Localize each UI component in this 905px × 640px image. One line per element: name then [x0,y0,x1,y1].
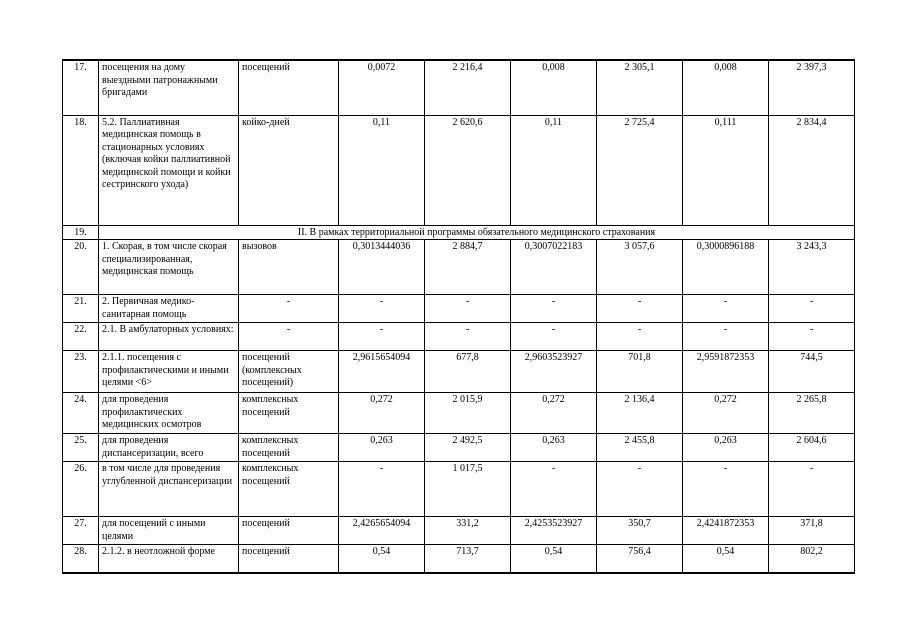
row-name: 2.1. В амбулаторных условиях: [99,323,239,351]
value-cell: - [339,462,425,517]
value-cell: 331,2 [425,517,511,545]
value-cell: - [683,295,769,323]
row-unit: комплексных посещений [239,434,339,462]
value-cell: 2 015,9 [425,393,511,434]
value-cell: 802,2 [769,545,855,573]
value-cell: - [511,323,597,351]
value-cell: 3 243,3 [769,240,855,295]
value-cell: 2 136,4 [597,393,683,434]
section-row [63,225,855,240]
value-cell: 2 216,4 [425,60,511,115]
table-row [63,462,855,517]
row-number: 27. [63,517,99,545]
row-name: 5.2. Паллиативная медицинская помощь в стационарных условиях (включая койки паллиативной медицинской помощи и койки сестринского ухода) [99,115,239,225]
value-cell: 0,3013444036 [339,240,425,295]
row-number: 28. [63,545,99,573]
value-cell: 3 057,6 [597,240,683,295]
row-number: 24. [63,393,99,434]
value-cell: 2 620,6 [425,115,511,225]
table-row [63,517,855,545]
table-row [63,295,855,323]
value-cell: 0,272 [511,393,597,434]
value-cell: 0,263 [339,434,425,462]
value-cell: 2 604,6 [769,434,855,462]
value-cell: 756,4 [597,545,683,573]
table-row [63,393,855,434]
table-row [63,351,855,393]
value-cell: 0,008 [511,60,597,115]
row-unit: посещений [239,545,339,573]
row-number: 23. [63,351,99,393]
table-row [63,545,855,573]
value-cell: 2 725,4 [597,115,683,225]
value-cell: - [769,323,855,351]
value-cell: 350,7 [597,517,683,545]
value-cell: 744,5 [769,351,855,393]
row-unit: - [239,323,339,351]
value-cell: - [339,295,425,323]
value-cell: 2 492,5 [425,434,511,462]
row-number: 22. [63,323,99,351]
row-name: для проведения диспансеризации, всего [99,434,239,462]
value-cell: 0,0072 [339,60,425,115]
value-cell: 2 305,1 [597,60,683,115]
row-name: 2.1.2. в неотложной форме [99,545,239,573]
row-unit: койко-дней [239,115,339,225]
value-cell: 2,4265654094 [339,517,425,545]
value-cell: 0,54 [683,545,769,573]
value-cell: - [683,462,769,517]
row-name: посещения на дому выездными патронажными бригадами [99,60,239,115]
row-number: 21. [63,295,99,323]
row-name: 2.1.1. посещения с профилактическими и иными целями <6> [99,351,239,393]
value-cell: 371,8 [769,517,855,545]
data-table [62,59,855,574]
value-cell: 0,272 [339,393,425,434]
row-number: 25. [63,434,99,462]
value-cell: - [769,295,855,323]
row-unit: посещений [239,60,339,115]
row-number: 17. [63,60,99,115]
value-cell: 0,11 [511,115,597,225]
value-cell: 0,263 [683,434,769,462]
value-cell: 2 884,7 [425,240,511,295]
value-cell: - [511,295,597,323]
table-row [63,323,855,351]
value-cell: 0,272 [683,393,769,434]
table-row [63,60,855,115]
row-unit: комплексных посещений [239,393,339,434]
table-body [63,60,855,573]
row-number: 26. [63,462,99,517]
value-cell: 0,263 [511,434,597,462]
value-cell: 2,9615654094 [339,351,425,393]
value-cell: - [597,323,683,351]
value-cell: 2,4253523927 [511,517,597,545]
row-unit: комплексных посещений [239,462,339,517]
value-cell: 2 265,8 [769,393,855,434]
value-cell: 2,9603523927 [511,351,597,393]
table-row [63,115,855,225]
value-cell: 0,3007022183 [511,240,597,295]
value-cell: 2 397,3 [769,60,855,115]
value-cell: - [425,295,511,323]
value-cell: 1 017,5 [425,462,511,517]
value-cell: 2,4241872353 [683,517,769,545]
row-name: 1. Скорая, в том числе скорая специализированная, медицинская помощь [99,240,239,295]
row-number: 20. [63,240,99,295]
row-name: 2. Первичная медико-санитарная помощь [99,295,239,323]
table-row [63,240,855,295]
value-cell: 701,8 [597,351,683,393]
value-cell: 0,111 [683,115,769,225]
row-name: для проведения профилактических медицинских осмотров [99,393,239,434]
row-name: для посещений с иными целями [99,517,239,545]
value-cell: - [597,462,683,517]
value-cell: - [339,323,425,351]
value-cell: - [511,462,597,517]
table-row [63,434,855,462]
value-cell: 0,54 [339,545,425,573]
row-number: 18. [63,115,99,225]
value-cell: 2 834,4 [769,115,855,225]
row-number: 19. [63,225,99,240]
row-unit: вызовов [239,240,339,295]
value-cell: 0,11 [339,115,425,225]
section-heading: II. В рамках территориальной программы обязательного медицинского страхования [99,225,855,240]
value-cell: 713,7 [425,545,511,573]
value-cell: - [769,462,855,517]
value-cell: 0,3000896188 [683,240,769,295]
row-unit: посещений (комплексных посещений) [239,351,339,393]
value-cell: 0,008 [683,60,769,115]
value-cell: - [683,323,769,351]
value-cell: 2,9591872353 [683,351,769,393]
document-page [62,59,854,574]
value-cell: 0,54 [511,545,597,573]
value-cell: - [425,323,511,351]
row-unit: - [239,295,339,323]
row-name: в том числе для проведения углубленной диспансеризации [99,462,239,517]
value-cell: 677,8 [425,351,511,393]
value-cell: - [597,295,683,323]
row-unit: посещений [239,517,339,545]
value-cell: 2 455,8 [597,434,683,462]
